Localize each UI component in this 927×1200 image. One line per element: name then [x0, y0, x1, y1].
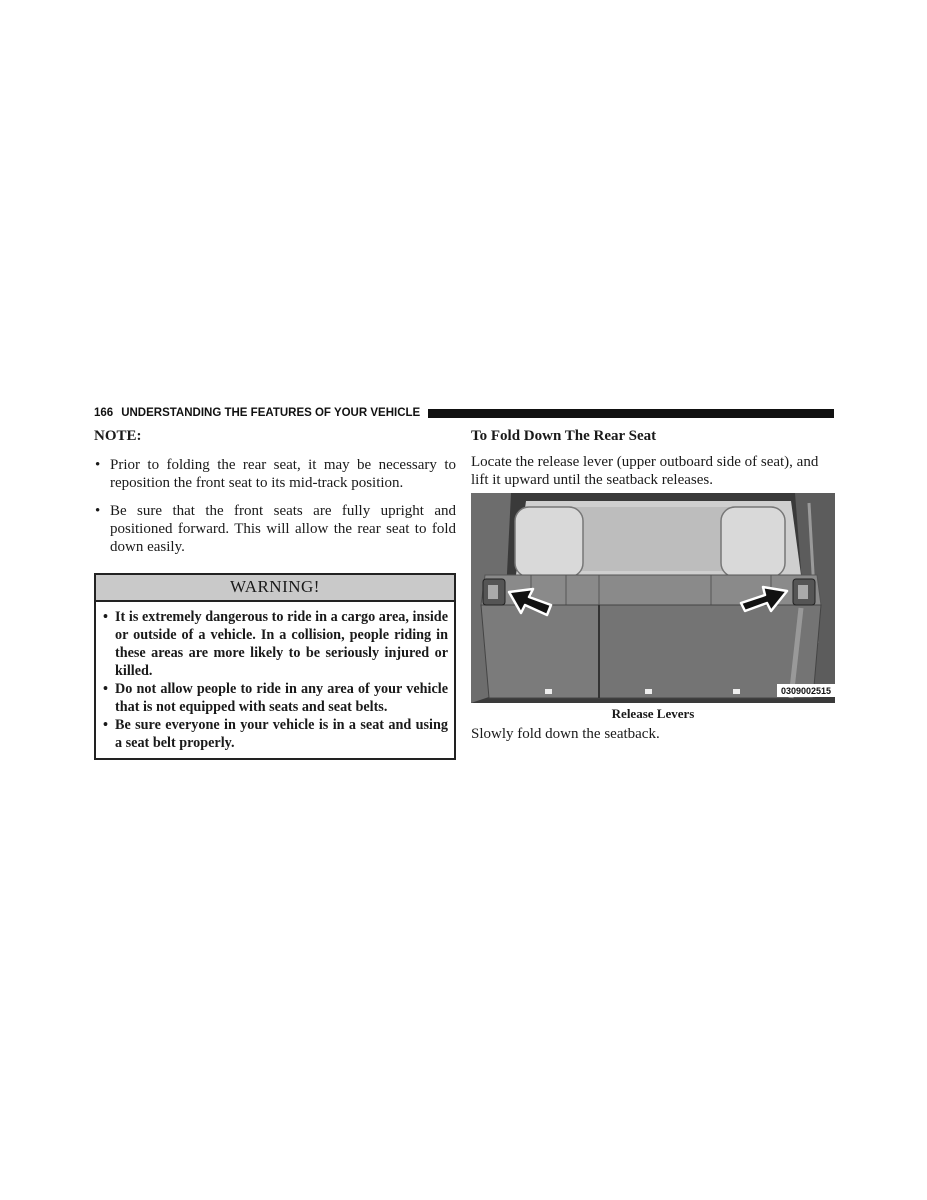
page-header [94, 405, 834, 421]
section-paragraph: Locate the release lever (upper outboard side of seat), and lift it upward until the seatback releases. [471, 454, 819, 488]
header-rule [428, 409, 834, 418]
rear-seat-illustration [471, 493, 835, 703]
note-item: • Prior to folding the rear seat, it may be necessary to reposition the front seat to its mid-track position. [94, 456, 456, 492]
note-title: NOTE: [94, 428, 142, 444]
closing-paragraph: Slowly fold down the seatback. [471, 726, 660, 742]
figure-code: 0309002515 [780, 686, 832, 696]
page-number: 166 [94, 407, 114, 419]
warning-item: • Do not allow people to ride in any area of your vehicle that is not equipped with seats and seat belts. [102, 680, 448, 716]
note-list [94, 456, 456, 556]
note-item: • Be sure that the front seats are fully upright and positioned forward. This will allow the rear seat to fold down easily. [94, 502, 456, 556]
warning-item: • It is extremely dangerous to ride in a cargo area, inside or outside of a vehicle. In a collision, people riding in these areas are more likely to be seriously injured or killed. [102, 608, 448, 680]
section-title: To Fold Down The Rear Seat [471, 428, 657, 444]
figure-caption: Release Levers [611, 706, 695, 721]
left-column [94, 428, 456, 760]
rear-seat-figure [471, 493, 835, 703]
warning-list [96, 602, 454, 758]
right-column [471, 428, 835, 743]
warning-item: • Be sure everyone in your vehicle is in a seat and using a seat belt properly. [102, 716, 448, 752]
warning-box [94, 573, 456, 760]
chapter-title: UNDERSTANDING THE FEATURES OF YOUR VEHICLE [121, 407, 421, 419]
warning-title: WARNING! [96, 575, 454, 602]
